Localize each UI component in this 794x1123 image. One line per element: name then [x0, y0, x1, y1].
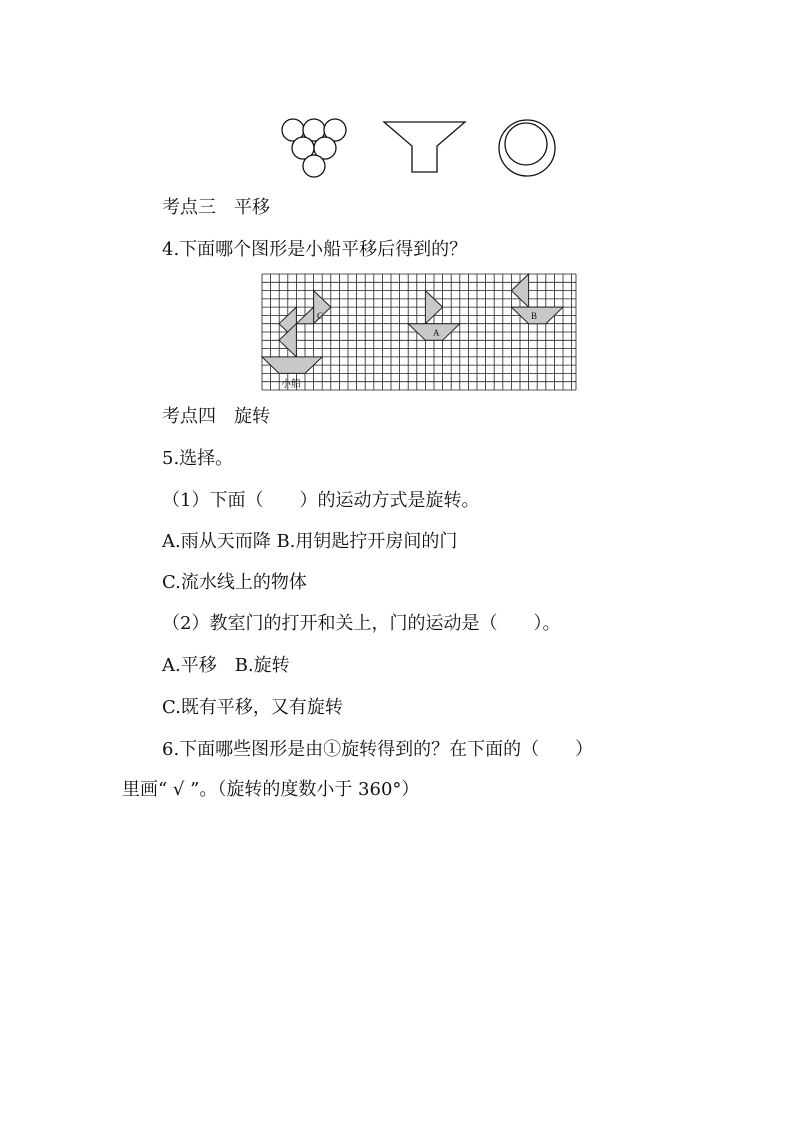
- question-5-1-options-ab: A.雨从天而降 B.用钥匙拧开房间的门: [162, 531, 458, 552]
- question-5-1-option-c: C.流水线上的物体: [162, 572, 307, 593]
- question-5-2-option-c: C.既有平移，又有旋转: [162, 697, 343, 718]
- label-boat: 小船: [281, 379, 301, 390]
- label-c: C: [317, 311, 324, 321]
- question-5-1: （1）下面（ ）的运动方式是旋转。: [162, 490, 480, 511]
- section3-heading: 考点三 平移: [162, 197, 270, 218]
- question-6-line2: 里画“ √ ”。（旋转的度数小于 360°）: [122, 779, 420, 800]
- label-a: A: [433, 328, 440, 338]
- question-4: 4.下面哪个图形是小船平移后得到的？: [162, 239, 468, 260]
- section4-heading: 考点四 旋转: [162, 406, 270, 427]
- question-5-2-options-ab: A.平移 B.旋转: [162, 655, 290, 676]
- question-6-line1: 6.下面哪些图形是由①旋转得到的？在下面的（ ）: [162, 739, 594, 760]
- translation-grid-figure: [0, 0, 794, 400]
- question-5: 5.选择。: [162, 448, 234, 469]
- label-b: B: [531, 311, 538, 321]
- question-5-2: （2）教室门的打开和关上，门的运动是（ ）。: [162, 613, 561, 634]
